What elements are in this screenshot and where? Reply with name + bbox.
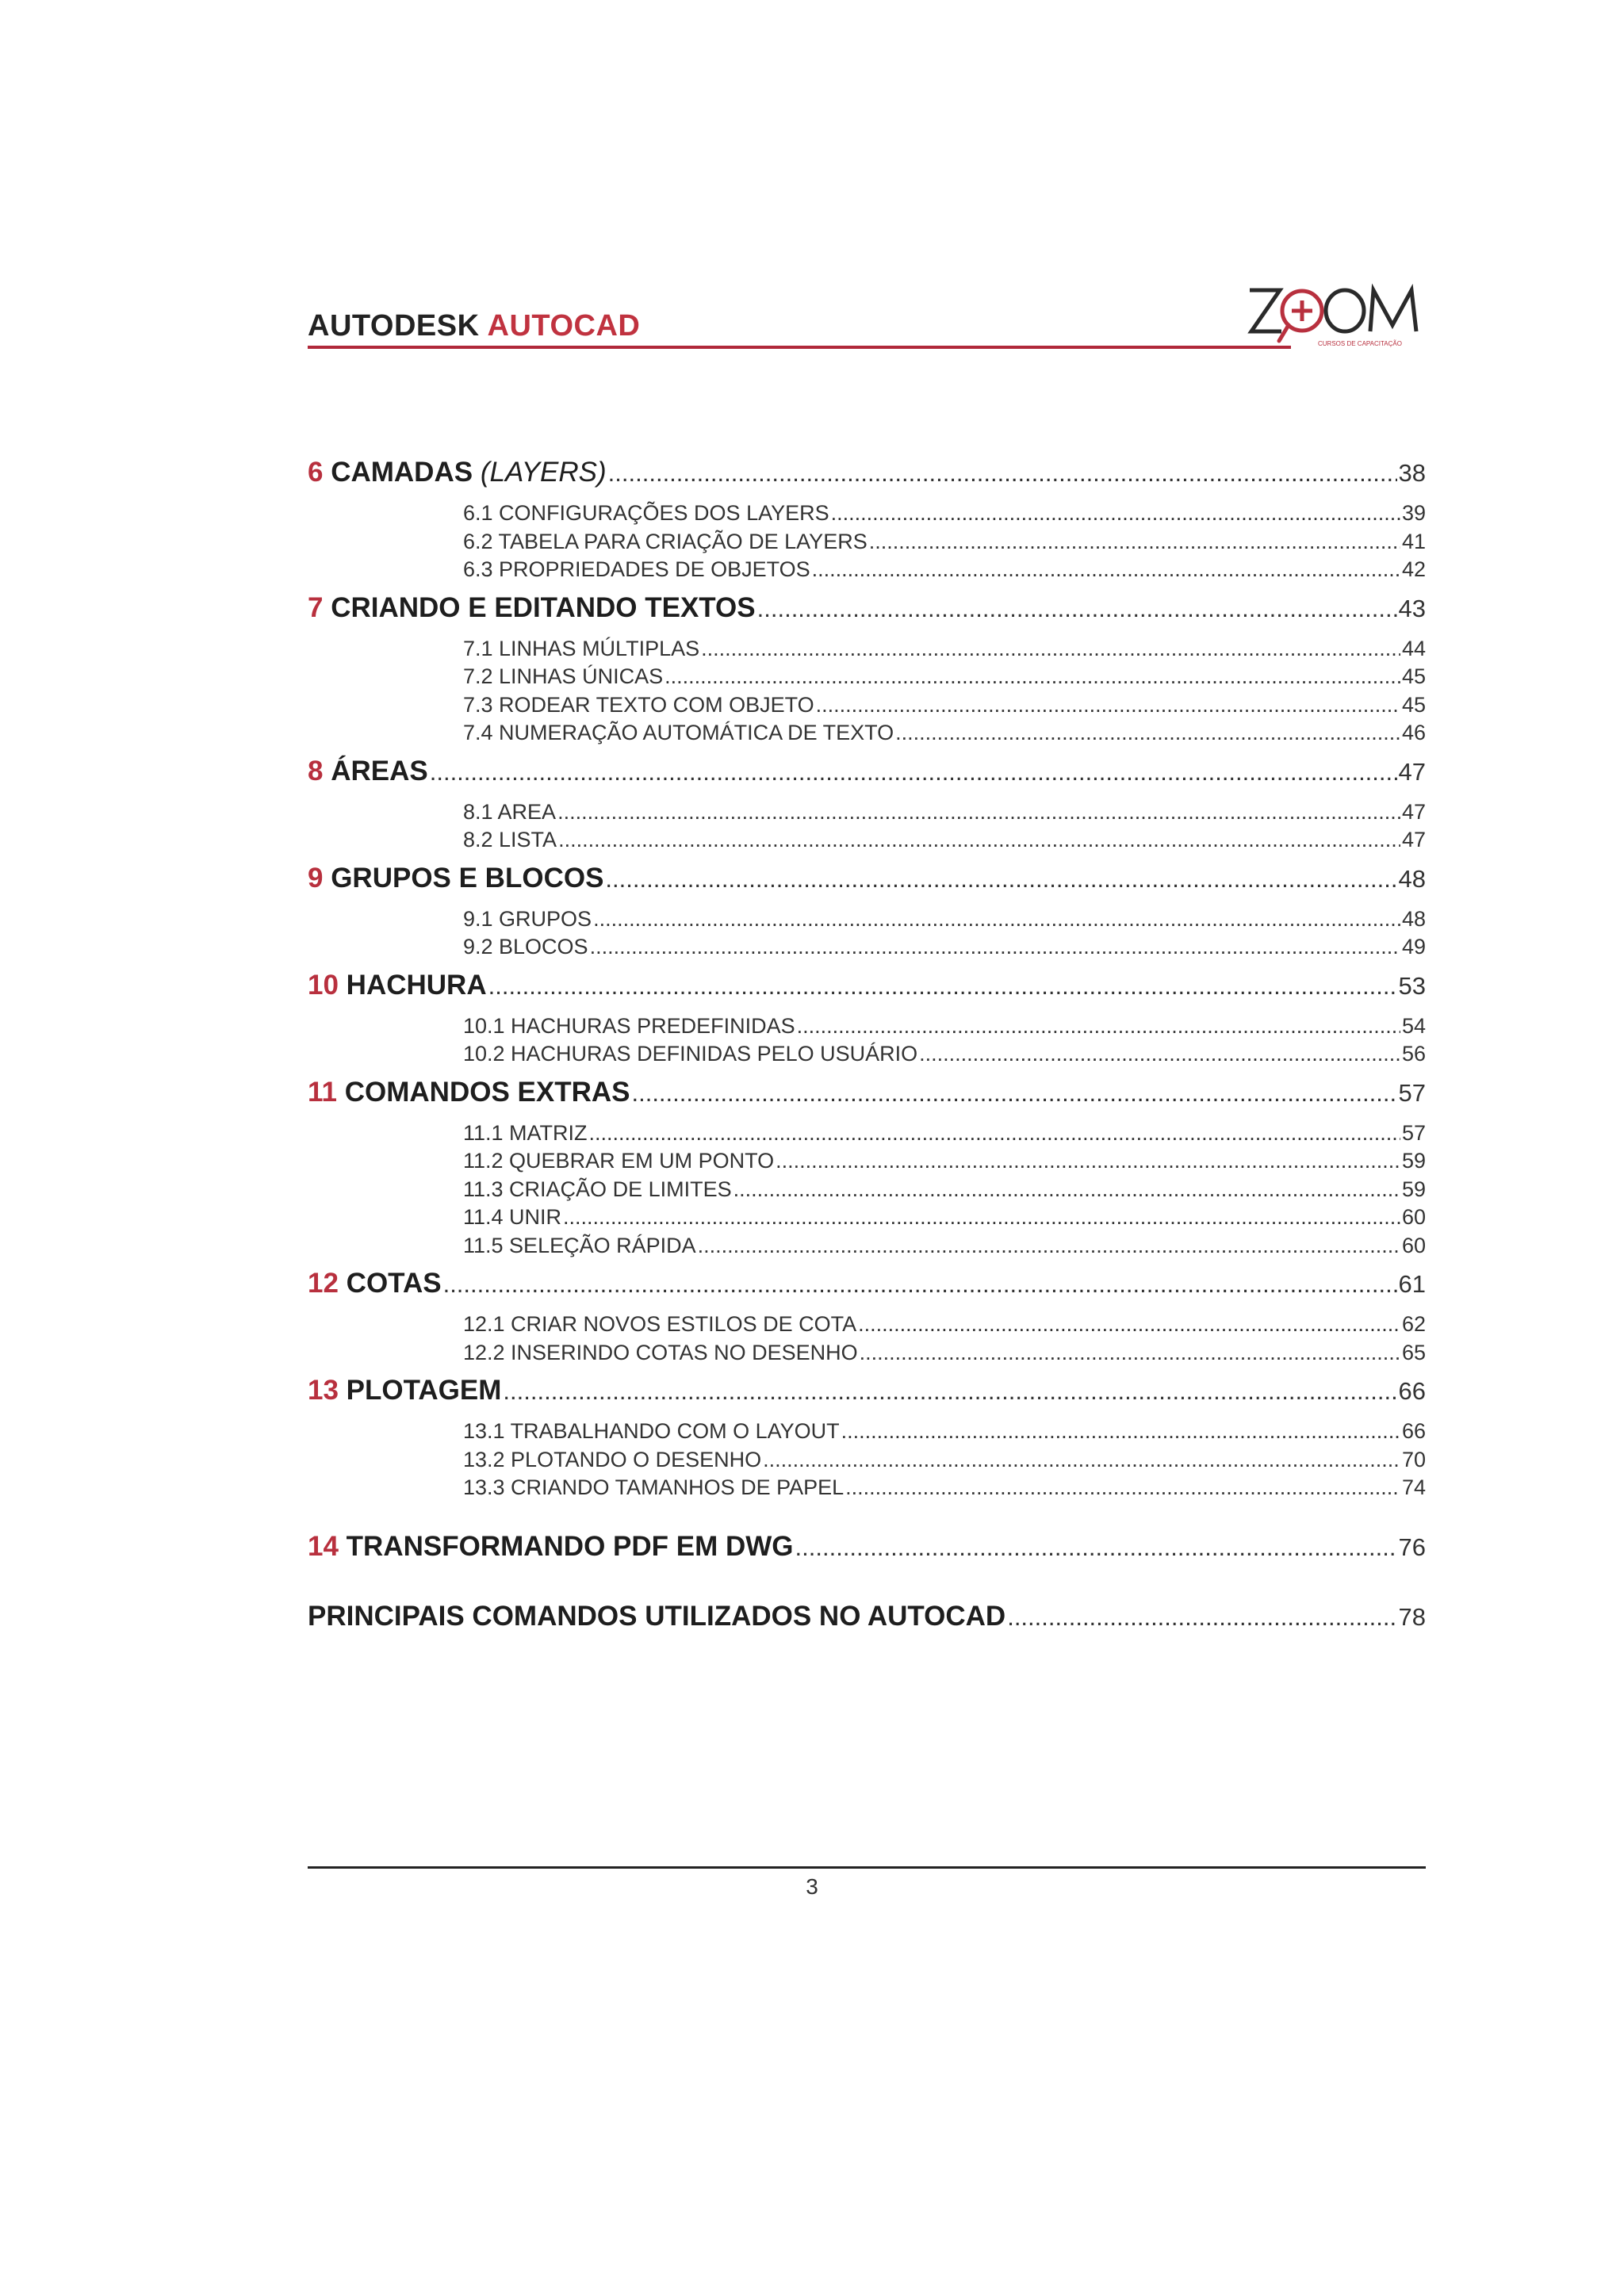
subsection-page: 47 bbox=[1401, 799, 1426, 824]
chapter-number: 10 bbox=[308, 969, 339, 1001]
chapter-label bbox=[308, 756, 428, 787]
dot-leader bbox=[763, 1446, 1400, 1475]
toc-subsection[interactable] bbox=[463, 933, 1426, 962]
subsection-label: 11.2 QUEBRAR EM UM PONTO bbox=[463, 1149, 775, 1173]
dot-leader bbox=[590, 933, 1400, 962]
brand-word-autocad: AUTOCAD bbox=[487, 309, 641, 342]
subsection-label: 7.1 LINHAS MÚLTIPLAS bbox=[463, 636, 700, 660]
subsection-page: 59 bbox=[1401, 1149, 1426, 1173]
subsection-list bbox=[463, 1418, 1426, 1502]
dot-leader bbox=[430, 756, 1397, 788]
toc-subsection[interactable] bbox=[463, 719, 1426, 748]
subsection-page: 70 bbox=[1401, 1447, 1426, 1471]
chapter-page: 43 bbox=[1398, 594, 1426, 622]
dot-leader bbox=[816, 691, 1400, 720]
toc-chapter[interactable] bbox=[308, 863, 1426, 894]
subsection-label: 10.2 HACHURAS DEFINIDAS PELO USUÁRIO bbox=[463, 1042, 918, 1066]
dot-leader bbox=[608, 457, 1397, 489]
toc-subsection[interactable] bbox=[463, 556, 1426, 584]
subsection-label: 6.3 PROPRIEDADES DE OBJETOS bbox=[463, 557, 810, 581]
subsection-label: 10.1 HACHURAS PREDEFINIDAS bbox=[463, 1013, 795, 1038]
dot-leader bbox=[698, 1232, 1400, 1261]
subsection-list bbox=[463, 905, 1426, 962]
dot-leader bbox=[895, 719, 1400, 748]
subsection-page: 60 bbox=[1401, 1233, 1426, 1257]
subsection-page: 62 bbox=[1401, 1312, 1426, 1336]
chapter-label bbox=[308, 457, 607, 488]
toc-subsection[interactable] bbox=[463, 1176, 1426, 1204]
chapter-page: 78 bbox=[1398, 1602, 1426, 1631]
subsection-page: 56 bbox=[1401, 1042, 1426, 1066]
dot-leader bbox=[776, 1147, 1400, 1176]
subsection-label: 11.5 SELEÇÃO RÁPIDA bbox=[463, 1233, 696, 1257]
subsection-label: 7.2 LINHAS ÚNICAS bbox=[463, 664, 664, 688]
toc-subsection[interactable] bbox=[463, 663, 1426, 691]
dot-leader bbox=[797, 1012, 1400, 1041]
toc-chapter[interactable] bbox=[308, 1375, 1426, 1406]
chapter-page: 48 bbox=[1398, 864, 1426, 893]
chapter-title: PRINCIPAIS COMANDOS UTILIZADOS NO AUTOCAD bbox=[308, 1600, 1006, 1632]
toc-subsection[interactable] bbox=[463, 1474, 1426, 1502]
subsection-page: 48 bbox=[1401, 906, 1426, 931]
subsection-page: 42 bbox=[1401, 557, 1426, 581]
subsection-label: 12.2 INSERINDO COTAS NO DESENHO bbox=[463, 1340, 858, 1364]
chapter-title: COMANDOS EXTRAS bbox=[344, 1076, 630, 1108]
chapter-title: TRANSFORMANDO PDF EM DWG bbox=[346, 1530, 794, 1562]
subsection-list bbox=[463, 1311, 1426, 1367]
toc-subsection[interactable] bbox=[463, 499, 1426, 528]
logo-tagline: CURSOS DE CAPACITAÇÃO bbox=[1318, 340, 1402, 347]
chapter-title: COTAS bbox=[346, 1268, 442, 1299]
dot-leader bbox=[557, 798, 1400, 827]
toc-subsection[interactable] bbox=[463, 1311, 1426, 1339]
chapter-number: 13 bbox=[308, 1375, 339, 1406]
chapter-label bbox=[308, 1601, 1005, 1632]
dot-leader bbox=[860, 1339, 1400, 1368]
subsection-label: 8.1 AREA bbox=[463, 799, 557, 824]
chapter-number: 12 bbox=[308, 1268, 339, 1299]
subsection-list bbox=[463, 1012, 1426, 1069]
toc-chapter[interactable] bbox=[308, 756, 1426, 787]
chapter-page: 61 bbox=[1398, 1270, 1426, 1298]
subsection-label: 11.1 MATRIZ bbox=[463, 1120, 588, 1145]
footer-rule bbox=[308, 1866, 1426, 1869]
chapter-page: 76 bbox=[1398, 1533, 1426, 1561]
dot-leader bbox=[563, 1203, 1400, 1232]
chapter-page: 47 bbox=[1398, 757, 1426, 786]
dot-leader bbox=[443, 1269, 1397, 1300]
dot-leader bbox=[631, 1077, 1396, 1109]
chapter-number: 6 bbox=[308, 457, 324, 488]
chapter-title: HACHURA bbox=[346, 969, 487, 1001]
dot-leader bbox=[701, 635, 1400, 664]
dot-leader bbox=[831, 499, 1400, 528]
table-of-contents bbox=[308, 449, 1426, 1632]
chapter-number: 7 bbox=[308, 591, 324, 623]
toc-chapter[interactable] bbox=[308, 1601, 1426, 1632]
toc-subsection[interactable] bbox=[463, 1147, 1426, 1176]
dot-leader bbox=[1007, 1601, 1396, 1633]
header-rule bbox=[308, 346, 1291, 349]
subsection-page: 39 bbox=[1401, 501, 1426, 525]
chapter-label bbox=[308, 970, 487, 1001]
toc-subsection[interactable] bbox=[463, 1119, 1426, 1148]
dot-leader bbox=[488, 970, 1397, 1002]
chapter-label bbox=[308, 592, 756, 624]
dot-leader bbox=[869, 528, 1400, 557]
chapter-label bbox=[308, 1077, 630, 1108]
subsection-label: 7.4 NUMERAÇÃO AUTOMÁTICA DE TEXTO bbox=[463, 721, 894, 744]
subsection-label: 11.4 UNIR bbox=[463, 1205, 562, 1229]
subsection-page: 60 bbox=[1401, 1205, 1426, 1229]
subsection-label: 9.2 BLOCOS bbox=[463, 935, 588, 959]
subsection-page: 54 bbox=[1401, 1013, 1426, 1038]
chapter-label bbox=[308, 1268, 442, 1299]
chapter-number: 8 bbox=[308, 755, 324, 786]
header-brand bbox=[308, 309, 640, 343]
dot-leader bbox=[593, 905, 1400, 934]
subsection-list bbox=[463, 635, 1426, 748]
dot-leader bbox=[665, 663, 1400, 691]
dot-leader bbox=[757, 593, 1397, 625]
dot-leader bbox=[858, 1311, 1400, 1339]
subsection-list bbox=[463, 798, 1426, 855]
chapter-number: 11 bbox=[308, 1076, 337, 1108]
subsection-page: 45 bbox=[1401, 664, 1426, 688]
dot-leader bbox=[589, 1119, 1400, 1148]
subsection-page: 74 bbox=[1401, 1475, 1426, 1499]
toc-subsection[interactable] bbox=[463, 1446, 1426, 1475]
toc-subsection[interactable] bbox=[463, 528, 1426, 557]
chapter-title-italic: (LAYERS) bbox=[480, 457, 607, 488]
chapter-label bbox=[308, 863, 603, 894]
dot-leader bbox=[812, 556, 1400, 584]
chapter-number: 14 bbox=[308, 1530, 339, 1562]
chapter-title: ÁREAS bbox=[331, 755, 428, 786]
zoom-logo bbox=[1243, 279, 1426, 350]
subsection-label: 13.2 PLOTANDO O DESENHO bbox=[463, 1447, 762, 1471]
subsection-page: 41 bbox=[1401, 529, 1426, 553]
subsection-label: 6.1 CONFIGURAÇÕES DOS LAYERS bbox=[463, 501, 829, 525]
toc-chapter[interactable] bbox=[308, 457, 1426, 488]
subsection-page: 57 bbox=[1401, 1120, 1426, 1145]
subsection-page: 65 bbox=[1401, 1340, 1426, 1364]
toc-chapter[interactable] bbox=[308, 1268, 1426, 1299]
toc-chapter[interactable] bbox=[308, 592, 1426, 624]
subsection-list bbox=[463, 1119, 1426, 1261]
subsection-label: 11.3 CRIAÇÃO DE LIMITES bbox=[463, 1177, 732, 1201]
toc-chapter[interactable] bbox=[308, 1077, 1426, 1108]
subsection-page: 66 bbox=[1401, 1419, 1426, 1443]
dot-leader bbox=[919, 1040, 1400, 1069]
chapter-title: CRIANDO E EDITANDO TEXTOS bbox=[331, 591, 756, 623]
chapter-title: GRUPOS E BLOCOS bbox=[331, 862, 604, 894]
dot-leader bbox=[605, 863, 1396, 895]
toc-subsection[interactable] bbox=[463, 798, 1426, 827]
dot-leader bbox=[845, 1474, 1400, 1502]
toc-subsection[interactable] bbox=[463, 1339, 1426, 1368]
toc-chapter[interactable] bbox=[308, 1531, 1426, 1563]
toc-chapter[interactable] bbox=[308, 970, 1426, 1001]
subsection-page: 46 bbox=[1401, 721, 1426, 744]
toc-subsection[interactable] bbox=[463, 905, 1426, 934]
chapter-page: 53 bbox=[1398, 971, 1426, 1000]
subsection-label: 8.2 LISTA bbox=[463, 828, 557, 851]
page-number: 3 bbox=[806, 1874, 818, 1899]
subsection-label: 13.3 CRIANDO TAMANHOS DE PAPEL bbox=[463, 1475, 845, 1499]
chapter-page: 38 bbox=[1398, 459, 1426, 487]
chapter-page: 66 bbox=[1398, 1377, 1426, 1405]
toc-subsection[interactable] bbox=[463, 1040, 1426, 1069]
subsection-page: 47 bbox=[1401, 828, 1426, 851]
dot-leader bbox=[558, 826, 1400, 855]
subsection-page: 45 bbox=[1401, 692, 1426, 717]
toc-subsection[interactable] bbox=[463, 1418, 1426, 1446]
toc-subsection[interactable] bbox=[463, 1203, 1426, 1232]
toc-subsection[interactable] bbox=[463, 1232, 1426, 1261]
subsection-label: 6.2 TABELA PARA CRIAÇÃO DE LAYERS bbox=[463, 529, 868, 553]
chapter-label bbox=[308, 1375, 501, 1406]
toc-subsection[interactable] bbox=[463, 826, 1426, 855]
chapter-title: PLOTAGEM bbox=[346, 1375, 502, 1406]
subsection-label: 7.3 RODEAR TEXTO COM OBJETO bbox=[463, 692, 814, 717]
dot-leader bbox=[503, 1376, 1396, 1407]
chapter-title: CAMADAS bbox=[331, 457, 473, 488]
toc-subsection[interactable] bbox=[463, 691, 1426, 720]
dot-leader bbox=[841, 1418, 1400, 1446]
toc-subsection[interactable] bbox=[463, 1012, 1426, 1041]
toc-subsection[interactable] bbox=[463, 635, 1426, 664]
subsection-label: 13.1 TRABALHANDO COM O LAYOUT bbox=[463, 1419, 840, 1443]
chapter-page: 57 bbox=[1398, 1078, 1426, 1107]
chapter-number: 9 bbox=[308, 862, 324, 894]
subsection-page: 59 bbox=[1401, 1177, 1426, 1201]
dot-leader bbox=[795, 1532, 1397, 1563]
subsection-label: 12.1 CRIAR NOVOS ESTILOS DE COTA bbox=[463, 1312, 857, 1336]
subsection-list bbox=[463, 499, 1426, 584]
brand-word-autodesk: AUTODESK bbox=[308, 309, 480, 342]
chapter-label bbox=[308, 1531, 794, 1563]
subsection-page: 49 bbox=[1401, 935, 1426, 959]
subsection-label: 9.1 GRUPOS bbox=[463, 906, 592, 931]
dot-leader bbox=[733, 1176, 1400, 1204]
page-header bbox=[308, 279, 1426, 347]
subsection-page: 44 bbox=[1401, 636, 1426, 660]
